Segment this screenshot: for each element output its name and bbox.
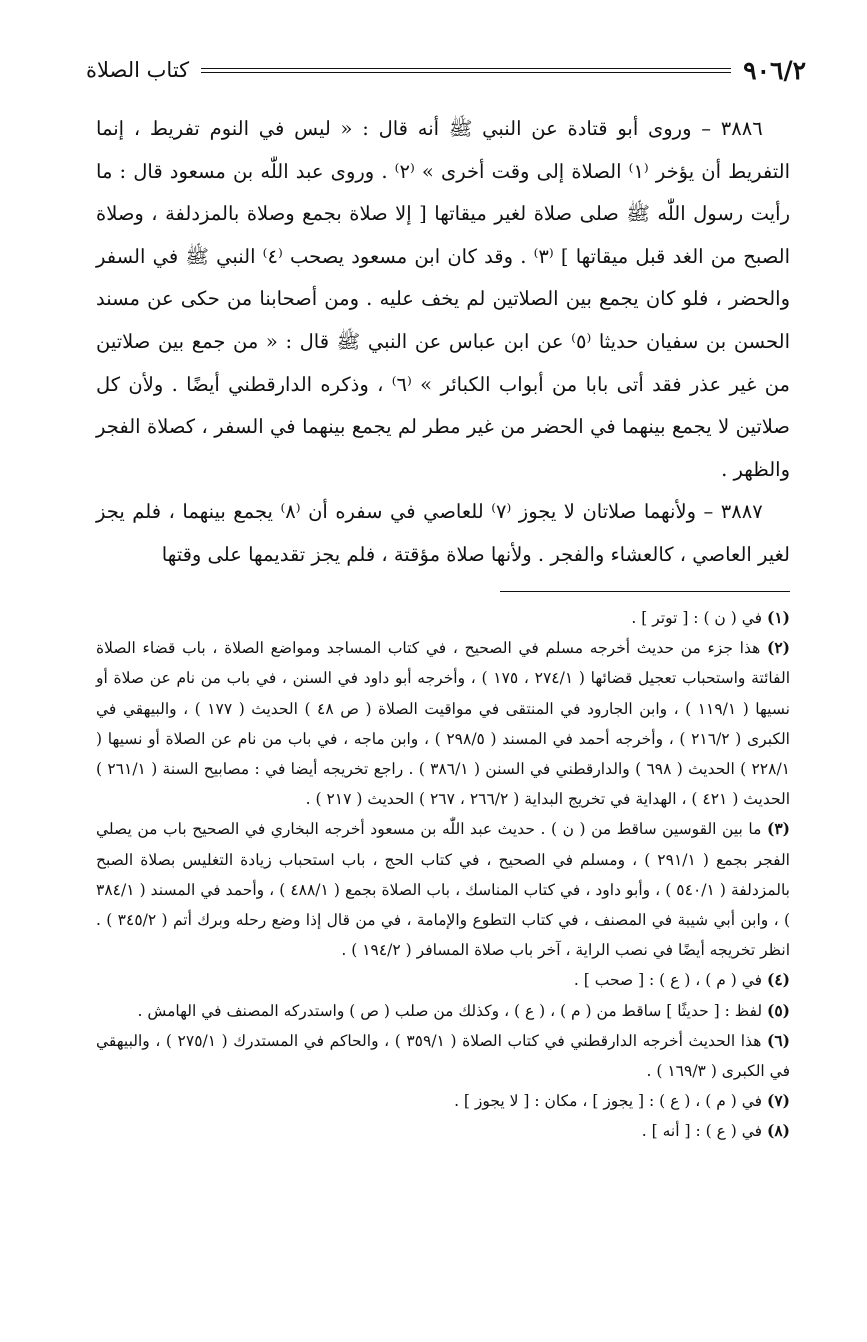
footnote-rule	[500, 591, 790, 592]
footnote-number: (٦)	[766, 1030, 790, 1050]
footnote-text: في ( م ) ، ( ع ) : [ صحب ] .	[573, 971, 763, 990]
book-title: كتاب الصلاة	[86, 58, 190, 82]
footnote-number: (٤)	[766, 970, 790, 990]
footnote	[96, 1026, 790, 1086]
footnote-text: هذا الحديث أخرجه الدارقطني في كتاب الصلاة ( ٣٥٩/١ ) ، والحاكم في المستدرك ( ٢٧٥/١ ) ، والبيهقي في الكبرى ( ١٦٩/٣ ) .	[96, 1031, 790, 1081]
footnote-number: (٣)	[766, 819, 790, 839]
footnote-text: في ( ع ) : [ أنه ] .	[641, 1122, 763, 1141]
page-header	[86, 52, 806, 88]
footnote	[96, 1116, 790, 1146]
footnote-number: (٢)	[766, 638, 790, 658]
footnote-number: (١)	[766, 608, 790, 627]
footnote	[96, 814, 790, 965]
footnote	[96, 996, 790, 1026]
footnote	[96, 603, 790, 633]
footnote-text: في ( ن ) : [ توتر ] .	[631, 609, 763, 627]
footnote-text: ما بين القوسين ساقط من ( ن ) . حديث عبد اللّٰه بن مسعود أخرجه البخاري في الصحيح باب من يصلي الفجر بجمع ( ٢٩١/١ ) ، ومسلم في الصحيح ، في كتاب الحج ، باب استحباب زيادة التغليس بصلاة الصبح بالمزدلفة ( ٥٤٠/١ ) ، وأبو داود ، في كتاب المناسك ، باب الصلاة بجمع ( ٤٨٨/١ ) ، وأحمد في المسند ( ٣٨٤/١ ) ، وابن أبي شيبة في المصنف ، في كتاب التطوع والإمامة ، في من قال إذا وضع رحله وبرك أتم ( ٣٤٥/٢ ) . انظر تخريجه أيضًا في نصب الراية ، آخر باب صلاة المسافر ( ١٩٤/٢ ) .	[96, 820, 790, 960]
footnote	[96, 633, 790, 814]
footnote-text: لفظ : [ حديثًا ] ساقط من ( م ) ، ( ع ) ، وكذلك من صلب ( ص ) واستدركه المصنف في الهامش .	[137, 1001, 763, 1020]
footnotes	[96, 603, 790, 1147]
footnote-text: في ( م ) ، ( ع ) : [ يجوز ] ، مكان : [ لا يجوز ] .	[454, 1092, 763, 1111]
footnote-number: (٧)	[766, 1091, 790, 1111]
footnote	[96, 965, 790, 995]
paragraph-3887: ٣٨٨٧ – ولأنهما صلاتان لا يجوز ⁽٧⁾ للعاصي في سفره أن ⁽٨⁾ يجمع بينهما ، فلم يجز لغير العاصي ، كالعشاء والفجر . ولأنها صلاة مؤقتة ، فلم يجز تقديمها على وقتها	[96, 500, 790, 566]
page-number: ٩٠٦/٢	[743, 55, 806, 85]
paragraph-3886: ٣٨٨٦ – وروى أبو قتادة عن النبي ﷺ أنه قال : « ليس في النوم تفريط ، إنما التفريط أن يؤخر ⁽١⁾ الصلاة إلى وقت أخرى » ⁽٢⁾ . وروى عبد اللّٰه بن مسعود قال : ما رأيت رسول اللّٰه ﷺ صلى صلاة لغير ميقاتها [ إلا صلاة بجمع وصلاة بالمزدلفة ، وصلاة الصبح من الغد قبل ميقاتها ] ⁽٣⁾ . وقد كان ابن مسعود يصحب ⁽٤⁾ النبي ﷺ في السفر والحضر ، فلو كان يجمع بين الصلاتين لم يخف عليه . ومن أصحابنا من حكى عن مسند الحسن بن سفيان حديثا ⁽٥⁾ عن ابن عباس عن النبي ﷺ قال : « من جمع بين صلاتين من غير عذر فقد أتى بابا من أبواب الكبائر » ⁽٦⁾ ، وذكره الدارقطني أيضًا . ولأن كل صلاتين لا يجمع بينهما في الحضر من غير مطر لم يجمع بينهما في السفر ، كصلاة الفجر والظهر .	[96, 117, 790, 481]
footnote-number: (٨)	[766, 1121, 790, 1141]
footnote	[96, 1086, 790, 1116]
footnote-text: هذا جزء من حديث أخرجه مسلم في الصحيح ، في كتاب المساجد ومواضع الصلاة ، باب قضاء الصلاة الفائتة واستحباب تعجيل قضائها ( ٢٧٤/١ ، ١٧٥ ) ، وأخرجه أبو داود في السنن ، في باب من نام عن صلاة أو نسيها ( ١١٩/١ ) ، وابن الجارود في المنتقى في مواقيت الصلاة ( ص ٤٨ ) الحديث ( ١٧٧ ) ، والبيهقي في الكبرى ( ٢١٦/٢ ) ، وأخرجه أحمد في المسند ( ٢٩٨/٥ ) ، وابن ماجه ، في باب من نام عن الصلاة أو نسيها ( ٢٢٨/١ ) الحديث ( ٦٩٨ ) والدارقطني في السنن ( ٣٨٦/١ ) . راجع تخريجه أيضا في : مصابيح السنة ( ٢٦١/١ ) الحديث ( ٤٢١ ) ، الهداية في تخريج البداية ( ٢٦٦/٢ ، ٢٦٧ ) الحديث ( ٢١٧ ) .	[96, 639, 791, 809]
header-rule	[201, 68, 731, 73]
main-text	[96, 108, 790, 577]
footnote-number: (٥)	[766, 1000, 790, 1020]
